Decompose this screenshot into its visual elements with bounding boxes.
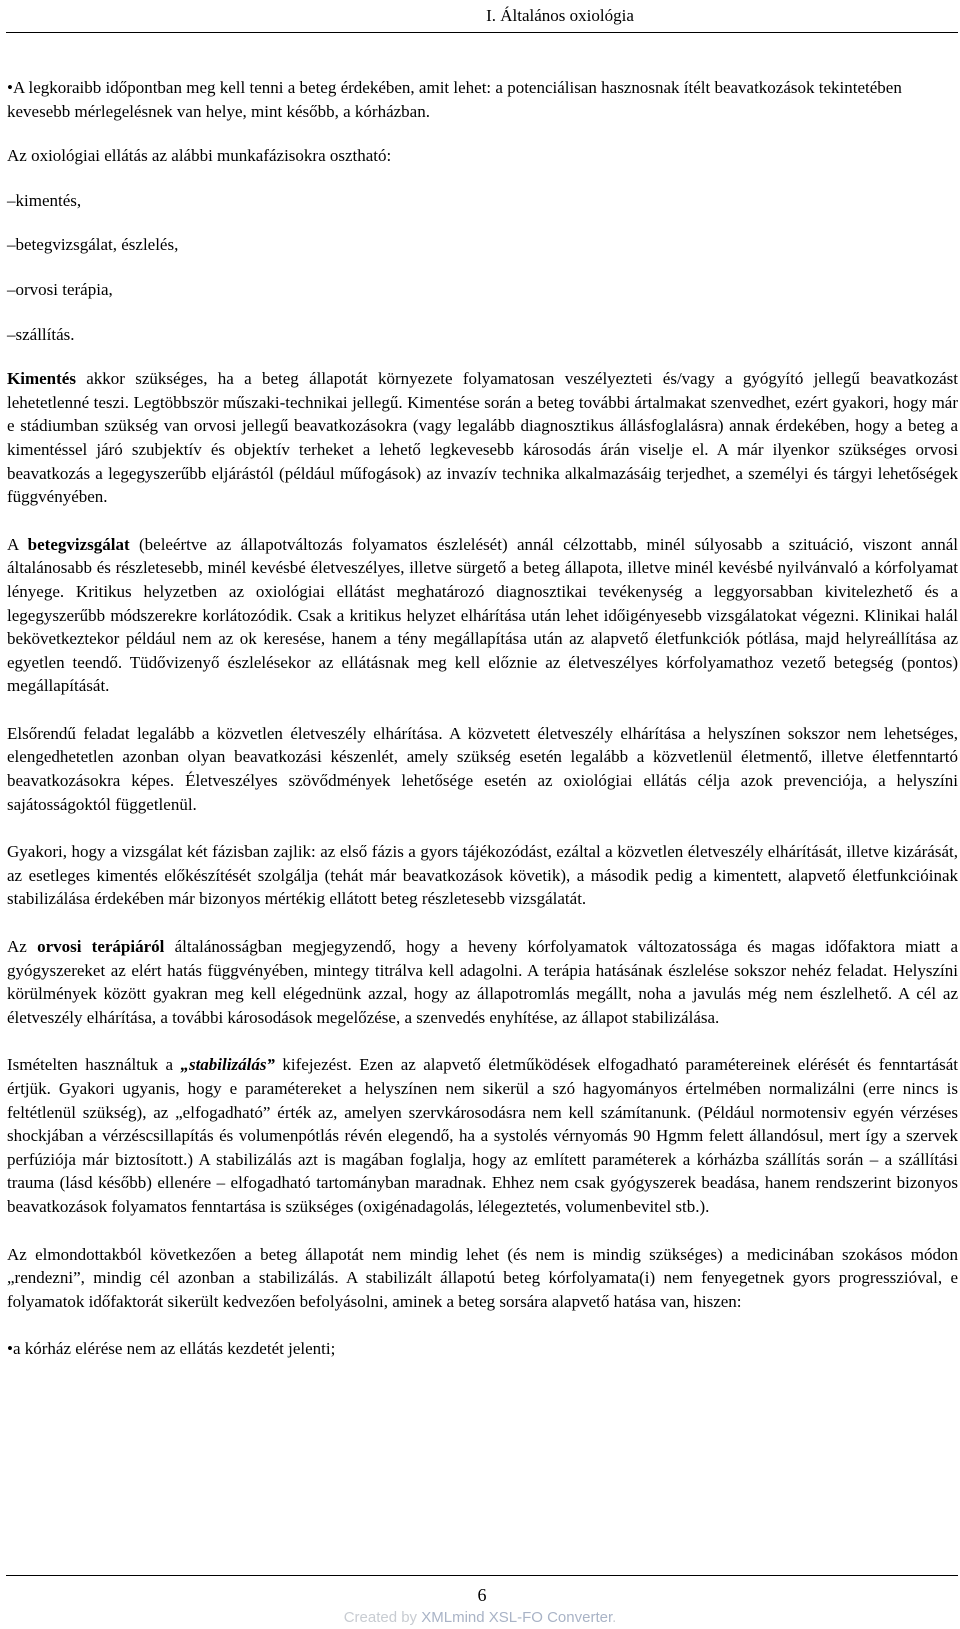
paragraph-text: A — [7, 534, 28, 554]
list-item: –kimentés, — [7, 190, 82, 210]
paragraph-text: akkor szükséges, ha a beteg állapotát környezete folyamatosan veszélyezteti és/vagy a gyógyító jellegű beavatkozást lehetetlenné teszi. Legtöbbször műszaki-technikai jellegű. Kimentése során a beteg további ártalmakat szenvedhet, ezért gyakori, hogy már e stádiumban szükség van orvosi jellegű beavatkozásokra (vagy legalább diagnosztikus állásfoglalásra) annak érdekében, hogy a beteg a kimentéssel járó szubjektív és objektív terheket a lehető legkevesebb károsodás árán viselje el. A már ilyenkor szükséges orvosi beavatkozás a legegyszerűbb eljárástól (például műfogások) az invazív technika alkalmazásáig terjedhet, a személyi és tárgyi lehetőségek függvényében. — [7, 369, 958, 507]
paragraph-elsorendu: Elsőrendű feladat legalább a közvetlen életveszély elhárítása. A közvetett életveszély elhárítása a helyszínen sokszor nem lehetséges, elengedhetetlen azonban olyan beavatkozási készenlét, amely szükség esetén legalább a közvetlenül életmentő, illetve életfenntartó beavatkozásokra képes. Életveszélyes szövődmények lehetősége esetén az oxiológiai ellátás célja azok prevenciója, a helyszíni sajátosságoktól függetlenül. — [7, 723, 958, 814]
page-number — [0, 1585, 960, 1606]
list-item: –szállítás. — [7, 324, 75, 344]
paragraph-elmondottak: Az elmondottakból következően a beteg állapotát nem mindig lehet (és nem is mindig szükséges) a medicinában szokásos módon „rendezni”, mindig cél azonban a stabilizálás. A stabilizált állapotú beteg kórfolyamata(i) nem fenyegetnek gyors progresszióval, e folyamatok időfaktorát sikerült kedvezően befolyásolni, aminek a beteg sorsára alapvető hatása van, hiszen: — [7, 1244, 958, 1311]
term-orvosi-terapia: orvosi terápiáról — [37, 937, 165, 957]
converter-prefix: Created by — [343, 1609, 422, 1626]
converter-brand: XMLmind XSL-FO Converter — [421, 1609, 613, 1626]
paragraph-orvosi-terapia — [7, 935, 958, 1029]
paragraph-text: (beleértve az állapotváltozás folyamatos észlelését) annál célzottabb, minél súlyosabb a szituáció, viszont annál általánosabb és részletesebb, minél kevésbé életveszélyes, illetve sürgető a beteg állapota, illetve minél kevésbé nyilvánvaló a kórfolyamat lényege. Kritikus helyzetben az oxiológiai ellátást meghatározó diagnosztikai tevékenység a leggyorsabban kivitelezhető és a legegyszerűbb módszerekre korlátozódik. Csak a kritikus helyzet elhárítása után lehet időigényesebb vizsgálatokat végezni. Klinikai halál bekövetkeztekor például nem az ok keresése, hanem a tény megállapítása után az alapvető életfunkciók pótlása, majd helyreállítása az egyetlen teendő. Tüdővizenyő észlelésekor az ellátásnak meg kell előznie az életveszélyes kórfolyamathoz vezető betegség (pontos) megállapítását. — [7, 534, 959, 696]
paragraph-text: kifejezést. Ezen az alapvető életműködések elfogadható paramétereinek elérését és fenntartását értjük. Gyakori ugyanis, hogy e paramétereket a helyszínen nem sikerül a szó hagyományos értelmében normalizálni (erre nincs is feltétlenül szükség), az „elfogadható” érték az, amelyen szervkárosodásra nem kell számítanunk. (Például normotensiv egyén vérzéses shockjában a vérzéscsillapítás és volumenpótlás révén elegendő, ha a systolés vérnyomás 90 Hgmm felett állandósul, mert így a szervek perfúziója már biztosított.) A stabilizálás azt is magában foglalja, hogy az említett paraméterek a kórházba szállítás során – a szállítási trauma (lásd később) ellenére – elfogadható tartományban maradnak. Ehhez nem csak gyógyszerek beadása, hanem rendszerint bizonyos beavatkozások folyamatos fenntartása is szükséges (oxigénadagolás, lélegeztetés, volumenbevitel stb.). — [7, 1055, 958, 1216]
list-item: –orvosi terápia, — [7, 279, 113, 299]
page-number-text: 6 — [477, 1585, 487, 1605]
paragraph-kimentes — [7, 367, 958, 509]
paragraph-stabilizalas — [7, 1053, 958, 1218]
paragraph-ket-fazis: Gyakori, hogy a vizsgálat két fázisban zajlik: az első fázis a gyors tájékozódást, ezáltal a közvetlen életveszély elhárítását, illetve kizárását, az esetleges kimentés előkészítését szolgálja (tehát már beavatkozások követik), a második pedig a kimentett, alapvető életfunkcióinak stabilizálása érdekében már bizonyos mértékig ellátott beteg részletesebb vizsgálatát. — [7, 842, 958, 909]
term-betegvizsgalat: betegvizsgálat — [27, 534, 130, 554]
list-item: –betegvizsgálat, észlelés, — [7, 235, 179, 255]
term-stabilizalas: „stabilizálás” — [180, 1055, 275, 1075]
converter-suffix: . — [612, 1609, 617, 1626]
term-kimentes: Kimentés — [7, 369, 76, 389]
paragraph-betegvizsgalat — [7, 533, 958, 698]
paragraph-text: Az — [7, 937, 38, 957]
footer-rule — [6, 1575, 958, 1576]
document-body — [7, 76, 958, 1361]
header-rule — [6, 32, 958, 33]
converter-watermark — [0, 1609, 960, 1626]
paragraph-text: általánosságban megjegyzendő, hogy a heveny kórfolyamatok változatossága és magas időfaktora miatt a gyógyszereket az elért hatás függvényében, mintegy titrálva kell adagolni. A terápia hatásának észlelése sokszor nehéz feladat. Helyszíni körülmények között gyakran meg kell elégednünk azzal, hogy az állapotromlás megállt, noha a javulás még nem észlelhető. A cél az életveszély elhárítása, a további károsodások megelőzése, a szenvedés enyhítése, az állapot stabilizálása. — [7, 937, 958, 1027]
paragraph-text: Ismételten használtuk a — [7, 1055, 181, 1075]
bullet-paragraph: •A legkoraibb időpontban meg kell tenni a beteg érdekében, amit lehet: a potenciálisan hasznosnak ítélt beavatkozások tekintetében kevesebb mérlegelésnek van helye, mint később, a kórházban. — [7, 78, 902, 121]
running-title: I. Általános oxiológia — [486, 6, 634, 25]
paragraph-intro-phases: Az oxiológiai ellátás az alábbi munkafázisokra osztható: — [7, 146, 392, 166]
page-header — [0, 0, 960, 33]
bullet-paragraph: •a kórház elérése nem az ellátás kezdetét jelenti; — [7, 1339, 336, 1359]
